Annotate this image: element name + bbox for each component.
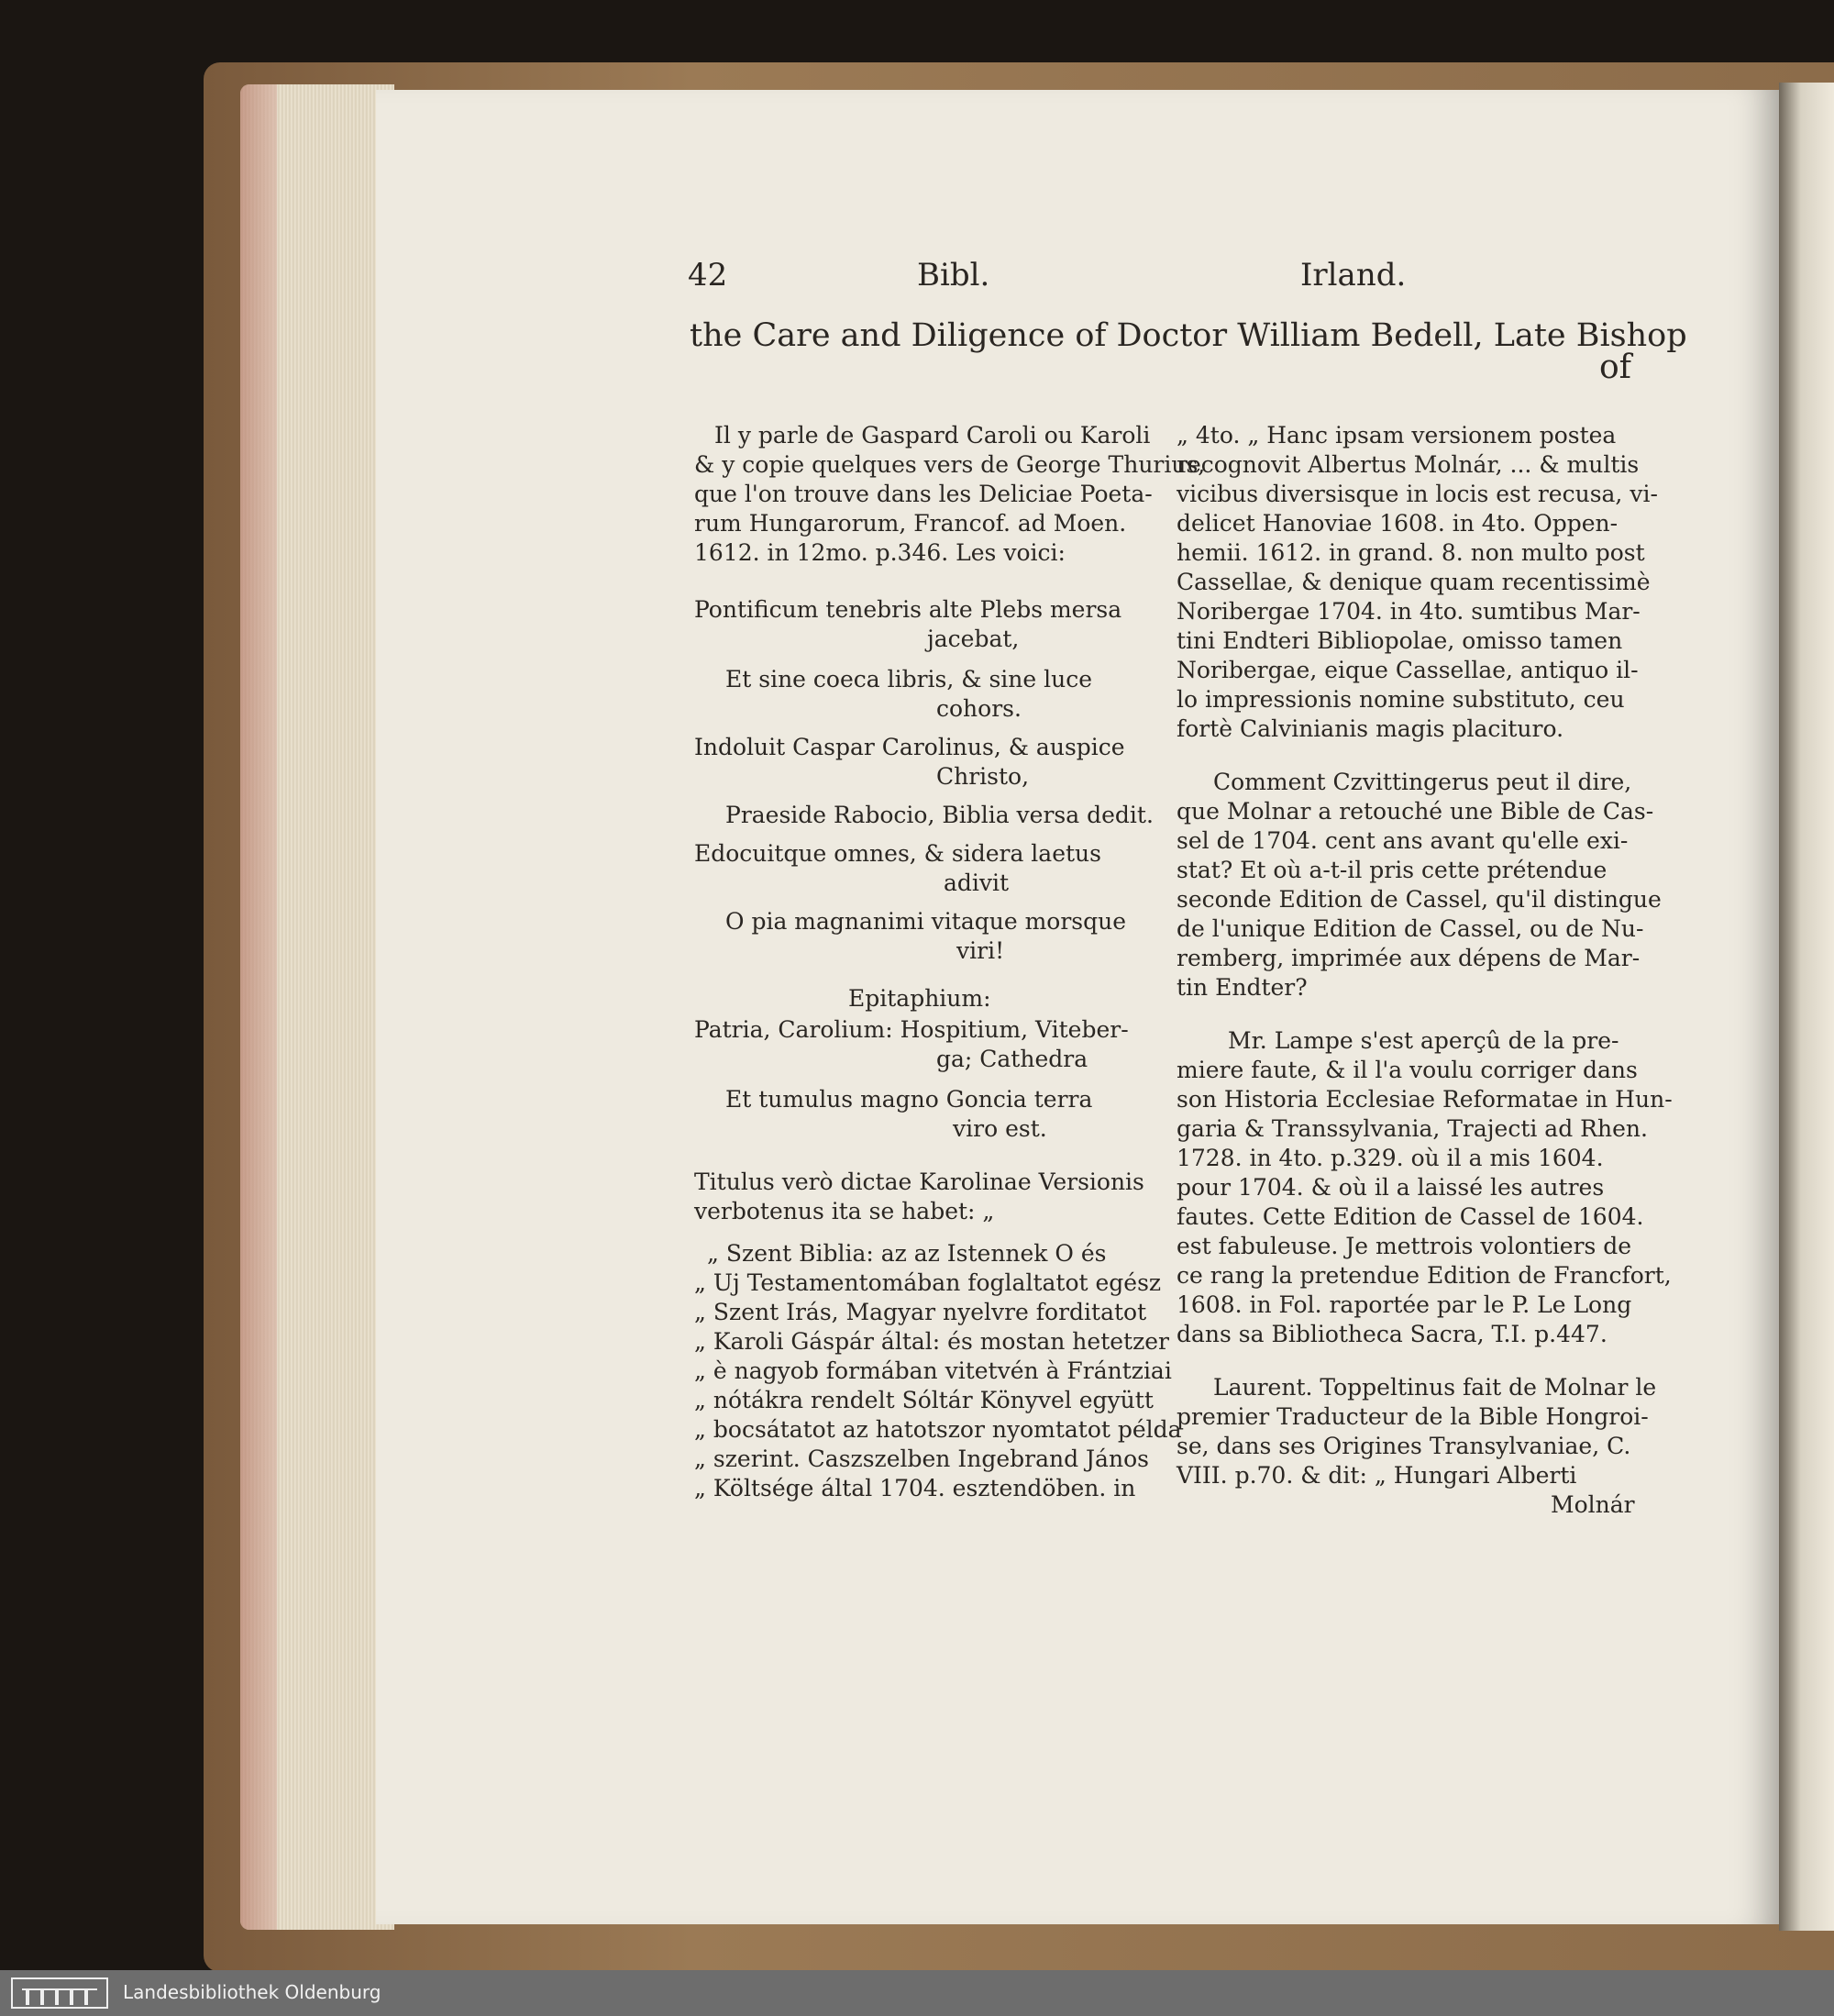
verse-line: O pia magnanimi vitaque morsque	[725, 908, 1127, 935]
right-line: VIII. p.70. & dit: „ Hungari Alberti	[1177, 1462, 1577, 1489]
left-line: Titulus verò dictae Karolinae Versionis	[694, 1169, 1144, 1195]
running-title-right: Irland.	[1300, 257, 1407, 294]
right-line: de l'unique Edition de Cassel, ou de Nu-	[1177, 915, 1644, 942]
right-line: fautes. Cette Edition de Cassel de 1604.	[1177, 1203, 1644, 1230]
right-line: fortè Calvinianis magis placituro.	[1177, 715, 1564, 742]
right-line: Noribergae 1704. in 4to. sumtibus Mar-	[1177, 598, 1641, 625]
verse-line: Et tumulus magno Goncia terra	[725, 1086, 1093, 1113]
right-line: 1608. in Fol. raportée par le P. Le Long	[1177, 1291, 1632, 1318]
right-line: son Historia Ecclesiae Reformatae in Hun-	[1177, 1086, 1673, 1113]
quote-line: „ Karoli Gáspár által: és mostan hetetzer	[694, 1328, 1170, 1355]
right-line: Noribergae, eique Cassellae, antiquo il-	[1177, 657, 1639, 683]
right-line: delicet Hanoviae 1608. in 4to. Oppen-	[1177, 510, 1619, 537]
library-name: Landesbibliothek Oldenburg	[123, 1981, 381, 2003]
footer-bar	[0, 1970, 1834, 2016]
verse-line: jacebat,	[927, 626, 1020, 652]
epitaph-heading: Epitaphium:	[848, 985, 991, 1012]
verse-line: Et sine coeca libris, & sine luce	[725, 666, 1093, 692]
right-line: 1728. in 4to. p.329. où il a mis 1604.	[1177, 1145, 1604, 1171]
verse-line: Edocuitque omnes, & sidera laetus	[694, 840, 1101, 867]
verse-line: viri!	[956, 937, 1005, 964]
page-edge-tint	[240, 84, 277, 1930]
left-line: 1612. in 12mo. p.346. Les voici:	[694, 539, 1066, 566]
right-line: Laurent. Toppeltinus fait de Molnar le	[1213, 1374, 1657, 1401]
title-line: the Care and Diligence of Doctor William Bedell, Late Bishop	[690, 317, 1687, 354]
right-line: hemii. 1612. in grand. 8. non multo post	[1177, 539, 1645, 566]
facing-page-edge	[1779, 83, 1834, 1931]
left-line: & y copie quelques vers de George Thurius,	[694, 451, 1206, 478]
quote-line: „ è nagyob formában vitetvén à Frántziai	[694, 1357, 1172, 1384]
book-page	[376, 90, 1779, 1924]
quote-line: „ szerint. Caszszelben Ingebrand János	[694, 1446, 1149, 1472]
title-continuation: of	[1599, 349, 1631, 386]
show-through-text	[745, 363, 768, 390]
verse-line: Pontificum tenebris alte Plebs mersa	[694, 596, 1122, 623]
right-line: vicibus diversisque in locis est recusa, vi-	[1177, 481, 1658, 507]
page-number: 42	[688, 257, 728, 294]
verse-line: Patria, Carolium: Hospitium, Viteber-	[694, 1016, 1129, 1043]
right-line: sel de 1704. cent ans avant qu'elle exi-	[1177, 827, 1629, 854]
left-line: que l'on trouve dans les Deliciae Poeta-	[694, 481, 1153, 507]
quote-line: „ nótákra rendelt Sóltár Könyvel együtt	[694, 1387, 1154, 1413]
verse-line: viro est.	[953, 1115, 1047, 1142]
left-line: verbotenus ita se habet: „	[694, 1198, 995, 1224]
quote-line: „ Költsége által 1704. esztendöben. in	[694, 1475, 1136, 1501]
right-line: se, dans ses Origines Transylvaniae, C.	[1177, 1433, 1631, 1459]
right-line: seconde Edition de Cassel, qu'il distingue	[1177, 886, 1662, 913]
right-line: Mr. Lampe s'est aperçû de la pre-	[1228, 1027, 1619, 1054]
right-line: stat? Et où a-t-il pris cette prétendue	[1177, 857, 1608, 883]
quote-line: „ Uj Testamentomában foglaltatot egész	[694, 1269, 1162, 1296]
quote-line: „ bocsátatot az hatotszor nyomtatot példa	[694, 1416, 1182, 1443]
right-line: Cassellae, & denique quam recentissimè	[1177, 569, 1651, 595]
right-line: remberg, imprimée aux dépens de Mar-	[1177, 945, 1641, 971]
verse-line: cohors.	[936, 695, 1022, 722]
right-line: pour 1704. & où il a laissé les autres	[1177, 1174, 1605, 1201]
right-line: „ 4to. „ Hanc ipsam versionem postea	[1177, 422, 1617, 449]
catchword: Molnár	[1551, 1491, 1635, 1518]
verse-line: ga; Cathedra	[936, 1046, 1088, 1072]
left-line: rum Hungarorum, Francof. ad Moen.	[694, 510, 1127, 537]
right-line: garia & Transsylvania, Trajecti ad Rhen.	[1177, 1115, 1648, 1142]
running-title-left: Bibl.	[917, 257, 990, 294]
verse-line: Praeside Rabocio, Biblia versa dedit.	[725, 802, 1154, 828]
verse-line: Indoluit Caspar Carolinus, & auspice	[694, 734, 1125, 760]
library-building-icon	[11, 1977, 108, 2009]
verse-line: adivit	[944, 870, 1010, 896]
right-line: est fabuleuse. Je mettrois volontiers de	[1177, 1233, 1632, 1259]
right-line: tini Endteri Bibliopolae, omisso tamen	[1177, 627, 1623, 654]
right-line: dans sa Bibliotheca Sacra, T.I. p.447.	[1177, 1321, 1608, 1347]
quote-line: „ Szent Biblia: az az Istennek O és	[707, 1240, 1107, 1267]
verse-line: Christo,	[936, 763, 1030, 790]
right-line: Comment Czvittingerus peut il dire,	[1213, 769, 1632, 795]
right-line: recognovit Albertus Molnár, ... & multis	[1177, 451, 1640, 478]
right-line: miere faute, & il l'a voulu corriger dans	[1177, 1057, 1638, 1083]
quote-line: „ Szent Irás, Magyar nyelvre forditatot	[694, 1299, 1147, 1325]
right-line: que Molnar a retouché une Bible de Cas-	[1177, 798, 1654, 825]
left-line: Il y parle de Gaspard Caroli ou Karoli	[714, 422, 1151, 449]
right-line: lo impressionis nomine substituto, ceu	[1177, 686, 1625, 713]
right-line: tin Endter?	[1177, 974, 1308, 1001]
right-line: ce rang la pretendue Edition de Francfort,	[1177, 1262, 1672, 1289]
right-line: premier Traducteur de la Bible Hongroi-	[1177, 1403, 1649, 1430]
